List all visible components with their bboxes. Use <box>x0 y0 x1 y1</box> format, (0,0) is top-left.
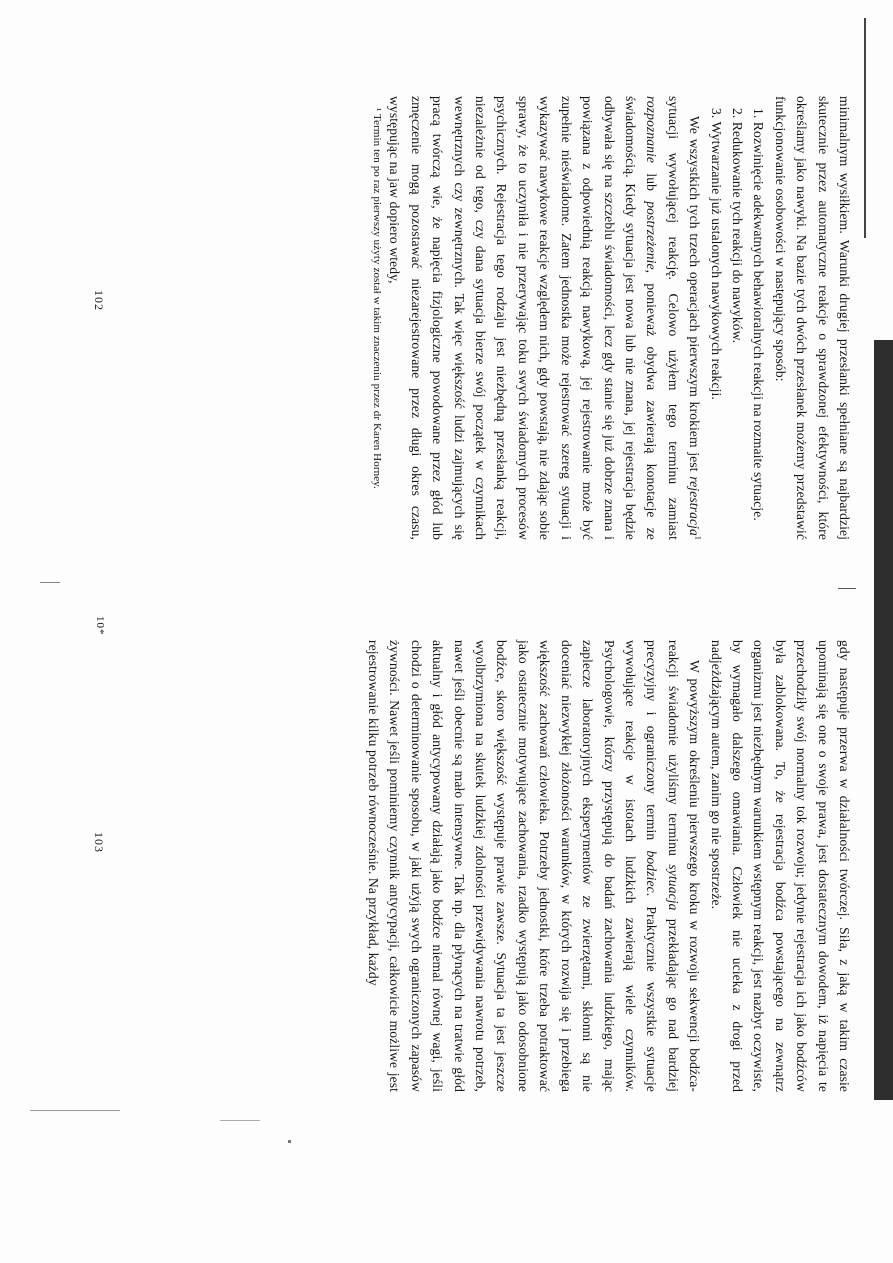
paragraph: minimalnym wysiłkiem. Warunki drugiej przesłanki spełniane są najbardziej skutecznie przez automatyczne reakcje o sprawdzonej efektywności, które określamy jako nawyki. Na bazie tych dwóch przesłanek możemy przedstawić funkcjonowanie osobowości w następujący sposób: <box>772 96 852 540</box>
footnote-ref: 1 <box>693 535 703 540</box>
term-emphasis: postrzeżenie <box>644 201 660 270</box>
paragraph: We wszystkich tych trzech operacjach pierwszym krokiem jest rejestracja$^1$ sytuacji wywołującej reakcję. Celowo użyłem tego terminu zamiast rozpoznanie lub postrzeżenie, ponieważ obydwa zawierają konotacje ze świadomością. Kiedy sytuacja jest nowa lub nie znana, jej rejestracja będzie odbywała się na szczeblu świadomości, lecz gdy stanie się już dobrze znana i powiązana z odpowiednią reakcją nawykową, jej rejestrowanie może być zupełnie nieświadome. Zatem jednostka może rejestrować szereg sytuacji i wykazywać nawykowe reakcje względem nich, gdy powstają, nie zdając sobie sprawy, że to uczyniła i nie przerywając toku swych świadomych procesów psychicznych. Rejestracja tego rodzaju jest niezbędną przesłanką reakcji, niezależnie od tego, czy dana sytuacja bierze swój początek w czynnikach wewnętrznych czy zewnętrznych. Tak więc większość ludzi zajmujących się pracą twórczą wie, że napięcia fizjologiczne powodowane przez głód lub zmęczenie mogą pozostawać niezarejestrowane przez długi okres czasu, występując na jaw dopiero wtedy, <box>387 96 703 540</box>
page-102 <box>75 96 855 540</box>
page-103 <box>125 640 855 1092</box>
term-emphasis: sytuacja <box>665 864 681 911</box>
crop-line <box>30 1110 120 1111</box>
paragraph: W powyższym określeniu pierwszego kroku w rozwoju sekwencji bodźca-reakcji świadomie użyliśmy terminu sytuacja przekładając go nad bardziej precyzyjny i ograniczony termin bodziec. Praktycznie wszystkie sytuacje wywołujące reakcje w istotach ludzkich zawierają wiele czynników. Psychologowie, którzy przystępują do badań zachowania ludzkiego, mając zaplecze laboratoryjnych eksperymentów ze zwierzętami, skłonni są nie doceniać niezwykłej złożoności warunków, w których rozwija się i przebiega większość zachowań człowieka. Potrzeby jednostki, które trzeba potraktować jako ostatecznie motywujące zachowania, rzadko występują jako odosobnione bodźce, skoro większość występuje prawie zawsze. Sytuacja ta jest jeszcze wyolbrzymiona na skutek ludzkiej zdolności przewidywania nawrotu potrzeb, nawet jeśli obecnie są mało intensywne. Tak np. dla płynących na tratwie głód aktualny i głód antycypowany działają jako bodźce niemal równej wagi, jeśli chodzi o determinowanie sposobu, w jaki użyją swych ograniczonych zapasów żywności. Nawet jeśli pominiemy czynnik antycypacji, całkowicie możliwe jest rejestrowanie kilku potrzeb równocześnie. Na przykład, każdy <box>366 640 703 1092</box>
term-emphasis: bodziec <box>644 850 660 893</box>
signature-mark: 10* <box>94 616 106 636</box>
term-emphasis: rozpoznanie <box>644 96 660 164</box>
crop-dot <box>288 1140 291 1143</box>
fold-mark-bottom <box>40 582 60 583</box>
list-item: 1. Rozwinięcie adekwatnych behawioralnych reakcji na rozmaite sytuacje. <box>751 108 767 521</box>
list-item: 3. Wytwarzanie już ustalonych nawykowych reakcji. <box>708 108 724 400</box>
list-item: 2. Redukowanie tych reakcji do nawyków. <box>729 108 745 344</box>
paragraph: gdy następuje przerwa w działalności twórczej. Siła, z jaką w takim czasie upominają się one o swoje prawa, jest dostatecznym dowodem, iż napięcia te przechodziły swój normalny tok rozwoju; jedynie rejestracja ich jako bodźców była zablokowana. To, że rejestracja bodźca powstającego na zewnątrz organizmu jest niezbędnym warunkiem wstępnym reakcji, jest nazbyt oczywiste, by wymagało dalszego omawiania. Człowiek nie ucieka z drogi przed nadjeżdżającym autem, zanim go nie spostrzeże. <box>708 640 852 1092</box>
term-emphasis: rejestracja <box>687 476 703 536</box>
scan-edge-right <box>874 340 893 1100</box>
scan-edge-right-thin <box>864 18 866 238</box>
page-number-102: 102 <box>92 290 106 311</box>
crop-line-2 <box>220 1120 260 1121</box>
fold-mark-top <box>838 588 856 589</box>
footnote: ¹ Termin ten po raz pierwszy użyty został w takim znaczeniu przez dr Karen Horney. <box>371 108 384 489</box>
page-number-103: 103 <box>92 832 106 853</box>
